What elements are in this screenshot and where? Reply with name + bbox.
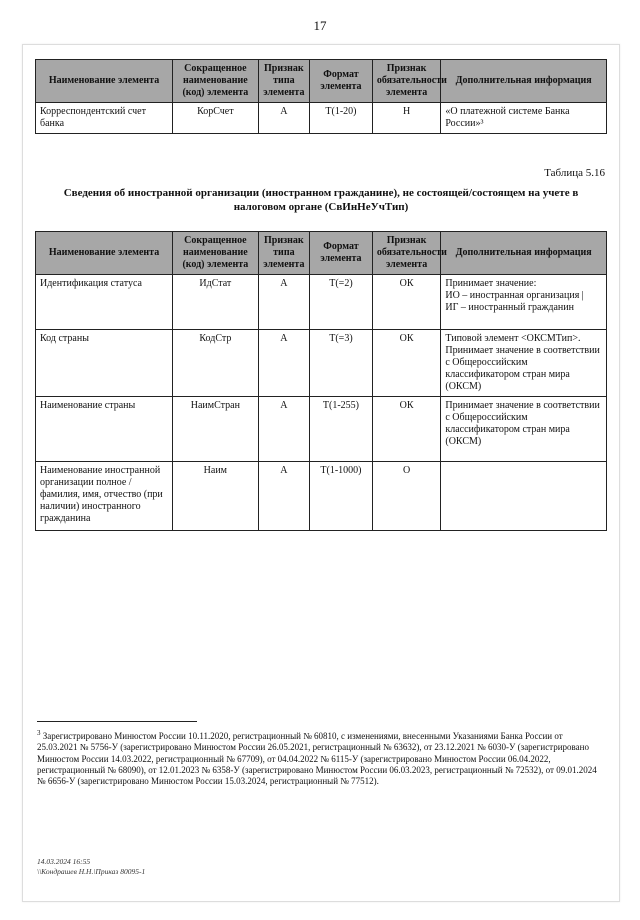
- table-row: [36, 103, 607, 134]
- cell-required: О: [372, 462, 441, 531]
- table-row: [36, 397, 607, 462]
- cell-type: А: [258, 330, 309, 397]
- col-header-info: Дополнительная информация: [441, 232, 607, 275]
- cell-format: T(1-20): [310, 103, 373, 134]
- page-number: 17: [313, 18, 327, 33]
- footnote-text: Зарегистрировано Минюстом России 10.11.2020, регистрационный № 60810, с изменениями, внесенными Указаниями Банка России от 25.03.2021 № 5756-У (зарегистрировано Минюстом России 26.05.2021, регистрационный № 63632), от 23.12.2021 № 6030-У (зарегистрировано Минюстом России 14.03.2022, регистрационный № 67709), от 04.04.2022 № 6115-У (зарегистрировано Минюстом России 06.04.2022, регистрационный № 68090), от 12.01.2023 № 6358-У (зарегистрировано Минюстом России 06.03.2023, регистрационный № 72532), от 09.01.2024 № 6656-У (зарегистрировано Минюстом России 15.03.2024, регистрационный № 77512).: [37, 731, 597, 786]
- table-row: [36, 462, 607, 531]
- footnote-rule: [37, 721, 197, 722]
- table-top-header-row: [36, 60, 607, 103]
- stamp-datetime: 14.03.2024 16:55: [37, 857, 91, 866]
- table-516: [35, 231, 607, 531]
- cell-type: А: [258, 275, 309, 330]
- col-header-type: Признак типа элемента: [258, 60, 309, 103]
- col-header-required: Признак обязательности элемента: [372, 60, 441, 103]
- cell-required: ОК: [372, 330, 441, 397]
- table-caption: Сведения об иностранной организации (иностранном гражданине), не состоящей/состоящем на учете в налоговом органе (СвИнНеУчТип): [63, 187, 579, 213]
- table-top-block: [35, 59, 607, 134]
- col-header-format: Формат элемента: [310, 232, 373, 275]
- cell-format: T(=3): [310, 330, 373, 397]
- footnote: [37, 729, 605, 787]
- stamp-path: \\Кондрашев Н.Н.\Приказ 80095-1: [37, 866, 146, 876]
- sheet: [22, 44, 620, 902]
- cell-name: Корреспондентский счет банка: [36, 103, 173, 134]
- cell-format: T(=2): [310, 275, 373, 330]
- cell-code: НаимСтран: [173, 397, 259, 462]
- cell-code: ИдСтат: [173, 275, 259, 330]
- table-top: [35, 59, 607, 134]
- cell-code: КодСтр: [173, 330, 259, 397]
- cell-type: А: [258, 103, 309, 134]
- col-header-name: Наименование элемента: [36, 60, 173, 103]
- cell-info: Типовой элемент <ОКСМТип>. Принимает значение в соответствии с Общероссийским классификатором стран мира (ОКСМ): [441, 330, 607, 397]
- col-header-info: Дополнительная информация: [441, 60, 607, 103]
- col-header-code: Сокращенное наименование (код) элемента: [173, 232, 259, 275]
- cell-format: T(1-1000): [310, 462, 373, 531]
- cell-format: T(1-255): [310, 397, 373, 462]
- cell-code: КорСчет: [173, 103, 259, 134]
- col-header-code: Сокращенное наименование (код) элемента: [173, 60, 259, 103]
- cell-name: Наименование иностранной организации полное / фамилия, имя, отчество (при наличии) иностранного гражданина: [36, 462, 173, 531]
- print-stamp: [37, 857, 145, 877]
- table-516-block: [35, 231, 607, 531]
- table-row: [36, 330, 607, 397]
- table-row: [36, 275, 607, 330]
- col-header-format: Формат элемента: [310, 60, 373, 103]
- table-516-header-row: [36, 232, 607, 275]
- cell-type: А: [258, 397, 309, 462]
- cell-info: «О платежной системе Банка России»³: [441, 103, 607, 134]
- cell-required: ОК: [372, 275, 441, 330]
- cell-info: Принимает значение в соответствии с Общероссийским классификатором стран мира (ОКСМ): [441, 397, 607, 462]
- cell-info: [441, 462, 607, 531]
- cell-name: Код страны: [36, 330, 173, 397]
- cell-name: Наименование страны: [36, 397, 173, 462]
- footnote-marker: 3: [37, 729, 41, 737]
- cell-required: Н: [372, 103, 441, 134]
- col-header-name: Наименование элемента: [36, 232, 173, 275]
- col-header-required: Признак обязательности элемента: [372, 232, 441, 275]
- table-label: Таблица 5.16: [544, 167, 605, 179]
- cell-info: Принимает значение: ИО – иностранная организация | ИГ – иностранный гражданин: [441, 275, 607, 330]
- cell-type: А: [258, 462, 309, 531]
- cell-required: ОК: [372, 397, 441, 462]
- cell-name: Идентификация статуса: [36, 275, 173, 330]
- col-header-type: Признак типа элемента: [258, 232, 309, 275]
- cell-code: Наим: [173, 462, 259, 531]
